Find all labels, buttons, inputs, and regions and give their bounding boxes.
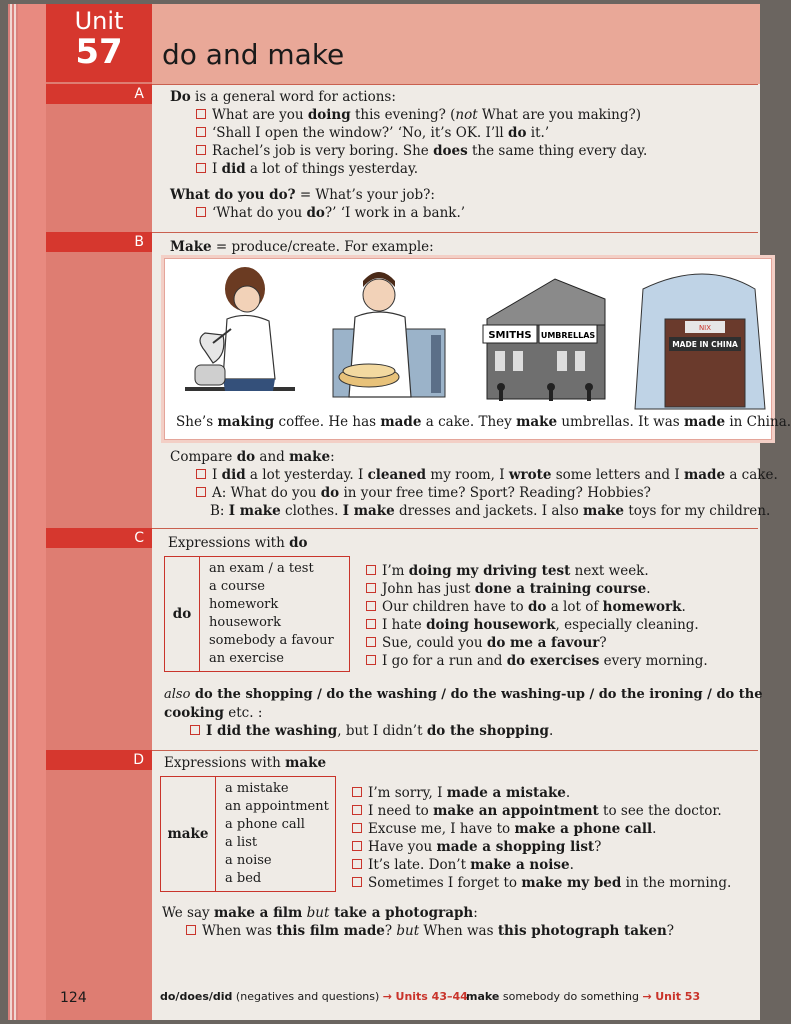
bullet-box — [196, 127, 206, 137]
bullet-box — [352, 859, 362, 869]
table-item: a mistake — [225, 781, 289, 796]
bullet-box — [366, 565, 376, 575]
footer-reference-1: do/does/did (negatives and questions) → Units 43–44 — [160, 990, 468, 1003]
example-line: It’s late. Don’t make a noise. — [352, 856, 574, 874]
bullet-box — [190, 725, 200, 735]
table-item: housework — [209, 615, 281, 630]
compare-heading: Compare do and make: — [170, 449, 335, 465]
bullet-box — [196, 109, 206, 119]
umbrella-factory-illustration — [483, 279, 605, 401]
section-c-heading: Expressions with do — [168, 535, 308, 551]
bullet-box — [196, 207, 206, 217]
bullet-box — [186, 925, 196, 935]
bullet-box — [196, 163, 206, 173]
left-margin-column — [46, 4, 152, 1020]
footer-reference-2: make somebody do something → Unit 53 — [466, 990, 701, 1003]
film-photo-rule: We say make a film but take a photograph: — [162, 905, 478, 921]
made-in-china-label-illustration — [635, 274, 765, 409]
bullet-box — [366, 619, 376, 629]
section-d-heading: Expressions with make — [164, 755, 327, 771]
table-item: homework — [209, 597, 279, 612]
example-line: I’m doing my driving test next week. — [366, 562, 649, 580]
section-c-label: C — [46, 528, 152, 548]
bullet-box — [196, 469, 206, 479]
page-edge — [8, 4, 18, 1020]
table-item: a bed — [225, 871, 262, 886]
bullet-box — [366, 637, 376, 647]
example-line: Sue, could you do me a favour? — [366, 634, 607, 652]
section-b-label: B — [46, 232, 152, 252]
table-item: a course — [209, 579, 265, 594]
also-line: also do the shopping / do the washing / do the washing-up / do the ironing / do the — [164, 687, 763, 702]
example-line: What are you doing this evening? (not What are you making?) — [196, 106, 641, 124]
woman-making-coffee-illustration — [185, 267, 295, 391]
factory-sign-smiths: SMITHS — [488, 330, 532, 341]
section-divider — [152, 232, 758, 233]
example-line: B: I make clothes. I make dresses and jackets. I also make toys for my children. — [210, 503, 771, 519]
bullet-box — [196, 145, 206, 155]
example-line: I hate doing housework, especially cleaning. — [366, 616, 699, 634]
example-line: Excuse me, I have to make a phone call. — [352, 820, 656, 838]
unit-number: 57 — [75, 32, 123, 72]
do-expressions-table — [164, 556, 350, 672]
bullet-box — [352, 787, 362, 797]
example-line: I go for a run and do exercises every morning. — [366, 652, 708, 670]
table-item: an exercise — [209, 651, 284, 666]
factory-sign-umbrellas: UMBRELLAS — [540, 331, 596, 340]
table-item: an exam / a test — [209, 561, 314, 576]
illustration-caption: She’s making coffee. He has made a cake. They make umbrellas. It was made in China. — [176, 414, 791, 430]
made-in-china-text: MADE IN CHINA — [672, 340, 738, 349]
table-item: a phone call — [225, 817, 305, 832]
section-a-question: What do you do? = What’s your job?: — [170, 187, 435, 203]
label-brand-text: NIX — [698, 324, 712, 332]
table-item: an appointment — [225, 799, 329, 814]
example-line: John has just done a training course. — [366, 580, 650, 598]
example-line: A: What do you do in your free time? Sport? Reading? Hobbies? — [196, 484, 651, 502]
unit-link[interactable]: Unit 53 — [655, 990, 701, 1003]
section-divider — [152, 84, 758, 85]
example-line: I did the washing, but I didn’t do the shopping. — [190, 722, 553, 740]
section-divider — [152, 528, 758, 529]
make-expressions-table — [160, 776, 336, 892]
left-margin-strip — [18, 4, 46, 1020]
example-line: ‘Shall I open the window?’ ‘No, it’s OK. I’ll do it.’ — [196, 124, 549, 142]
man-with-cake-illustration — [333, 272, 445, 397]
illustrations — [165, 259, 771, 439]
table-verb: make — [161, 777, 216, 891]
table-item: somebody a favour — [209, 633, 334, 648]
example-line: I did a lot yesterday. I cleaned my room, I wrote some letters and I made a cake. — [196, 466, 778, 484]
table-verb: do — [165, 557, 200, 671]
section-b-intro: Make = produce/create. For example: — [170, 239, 434, 255]
bullet-box — [352, 841, 362, 851]
example-line: I’m sorry, I made a mistake. — [352, 784, 570, 802]
bullet-box — [352, 823, 362, 833]
section-a-intro: Do is a general word for actions: — [170, 89, 396, 105]
arrow-icon: → — [642, 990, 652, 1003]
section-divider — [152, 750, 758, 751]
unit-label: Unit — [74, 7, 124, 35]
bullet-box — [366, 655, 376, 665]
bullet-box — [352, 877, 362, 887]
example-line: ‘What do you do?’ ‘I work in a bank.’ — [196, 204, 465, 222]
example-line: I need to make an appointment to see the doctor. — [352, 802, 722, 820]
example-line: Rachel’s job is very boring. She does the same thing every day. — [196, 142, 647, 160]
example-line: Have you made a shopping list? — [352, 838, 601, 856]
example-line: I did a lot of things yesterday. — [196, 160, 418, 178]
section-d-label: D — [46, 750, 152, 770]
page-title: do and make — [162, 38, 345, 71]
example-line: Our children have to do a lot of homework. — [366, 598, 686, 616]
bullet-box — [196, 487, 206, 497]
bullet-box — [352, 805, 362, 815]
unit-badge — [46, 4, 152, 82]
example-line: Sometimes I forget to make my bed in the morning. — [352, 874, 731, 892]
table-item: a list — [225, 835, 258, 850]
illustration-panel — [164, 258, 772, 440]
textbook-page — [8, 4, 791, 1020]
unit-link[interactable]: Units 43–44 — [395, 990, 468, 1003]
example-line: When was this film made? but When was this photograph taken? — [186, 922, 674, 940]
page-number: 124 — [60, 990, 87, 1006]
bullet-box — [366, 601, 376, 611]
also-line-cont: cooking etc. : — [164, 705, 263, 721]
table-item: a noise — [225, 853, 272, 868]
section-a-label: A — [46, 84, 152, 104]
bullet-box — [366, 583, 376, 593]
arrow-icon: → — [382, 990, 393, 1003]
